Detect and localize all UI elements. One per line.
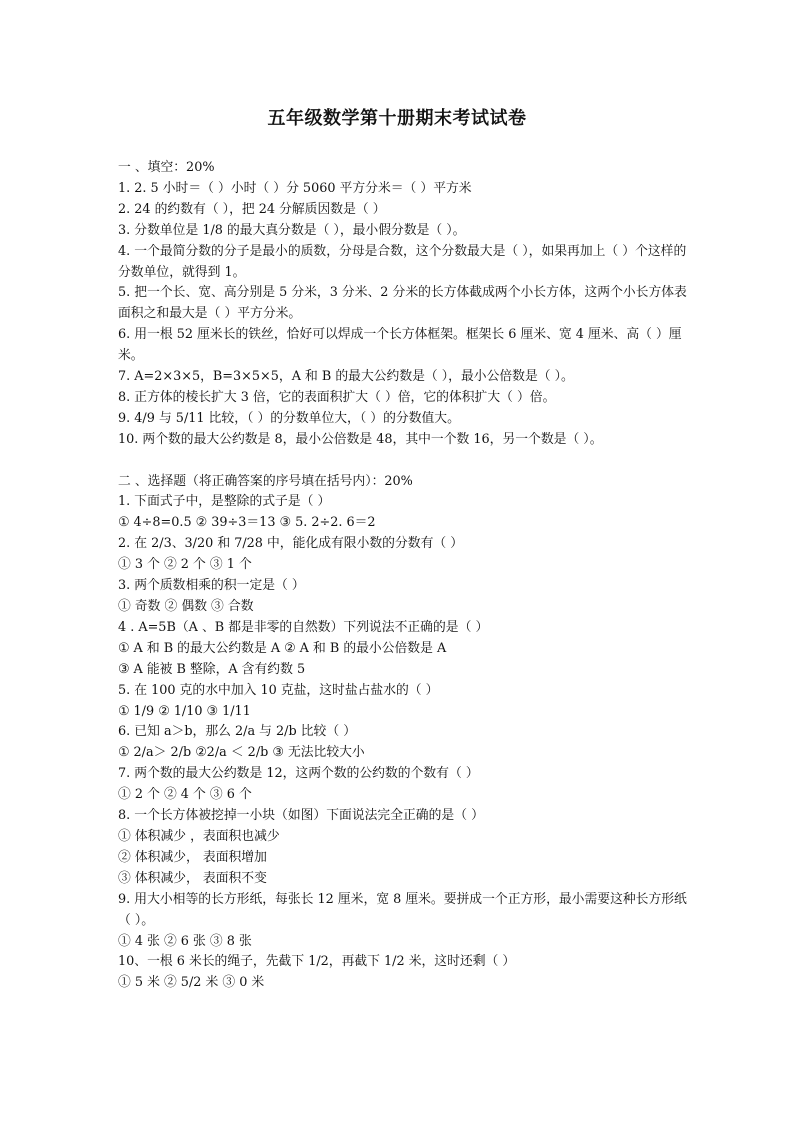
choice-question-6: 6. 已知 a＞b，那么 2/a 与 2/b 比较（ ） (118, 724, 356, 740)
choice-question-4: 4 . A=5B（A 、B 都是非零的自然数）下列说法不正确的是（ ） (118, 619, 489, 635)
fill-question-2: 2. 24 的约数有（ ），把 24 分解质因数是（ ） (118, 201, 386, 217)
fill-question-8: 8. 正方体的棱长扩大 3 倍，它的表面积扩大（ ）倍，它的体积扩大（ ）倍。 (118, 389, 556, 405)
choice-options-4a: ① A 和 B 的最大公约数是 A ② A 和 B 的最小公倍数是 A (118, 640, 447, 656)
fill-question-4: 4. 一个最简分数的分子是最小的质数，分母是合数，这个分数最大是（ ），如果再加上（ ）个这样的分数单位，就得到 1。 (118, 243, 687, 280)
page-title: 五年级数学第十册期末考试试卷 (267, 108, 527, 129)
choice-options-7: ① 2 个 ② 4 个 ③ 6 个 (118, 787, 252, 803)
choice-question-5: 5. 在 100 克的水中加入 10 克盐，这时盐占盐水的（ ） (118, 682, 439, 698)
choice-options-6: ① 2/a＞ 2/b ②2/a ＜ 2/b ③ 无法比较大小 (118, 745, 365, 761)
section-heading-fill-in: 一 、填空：20% (118, 160, 215, 175)
choice-options-8c: ③ 体积减少， 表面积不变 (118, 870, 267, 886)
choice-options-4b: ③ A 能被 B 整除，A 含有约数 5 (118, 661, 306, 677)
choice-question-2: 2. 在 2/3、3/20 和 7/28 中，能化成有限小数的分数有（ ） (118, 536, 464, 552)
fill-question-9: 9. 4/9 与 5/11 比较，（ ）的分数单位大，（ ）的分数值大。 (118, 410, 460, 426)
choice-question-1: 1. 下面式子中，是整除的式子是（ ） (118, 494, 331, 510)
choice-options-8a: ① 体积减少 ，表面积也减少 (118, 828, 280, 844)
choice-options-1: ① 4÷8=0.5 ② 39÷3＝13 ③ 5. 2÷2. 6＝2 (118, 515, 376, 531)
fill-question-3: 3. 分数单位是 1/8 的最大真分数是（ ），最小假分数是（ ）。 (118, 222, 466, 238)
choice-question-7: 7. 两个数的最大公约数是 12，这两个数的公约数的个数有（ ） (118, 766, 479, 782)
exam-content (118, 158, 688, 994)
choice-question-9: 9. 用大小相等的长方形纸，每张长 12 厘米，宽 8 厘米。要拼成一个正方形，最小需要这种长方形纸（ ）。 (118, 891, 687, 928)
section-spacer (118, 451, 688, 472)
choice-question-8: 8. 一个长方体被挖掉一小块（如图）下面说法完全正确的是（ ） (118, 808, 484, 824)
choice-question-3: 3. 两个质数相乘的积一定是（ ） (118, 578, 305, 594)
choice-options-3: ① 奇数 ② 偶数 ③ 合数 (118, 599, 254, 615)
choice-question-10: 10、一根 6 米长的绳子，先截下 1/2，再截下 1/2 米，这时还剩（ ） (118, 954, 516, 970)
choice-options-9: ① 4 张 ② 6 张 ③ 8 张 (118, 933, 252, 949)
fill-question-10: 10. 两个数的最大公约数是 8，最小公倍数是 48，其中一个数 16，另一个数是（ ）。 (118, 431, 603, 447)
choice-options-5: ① 1/9 ② 1/10 ③ 1/11 (118, 703, 251, 719)
fill-question-5: 5. 把一个长、宽、高分别是 5 分米，3 分米、2 分米的长方体截成两个小长方体，这两个小长方体表面积之和最大是（ ）平方分米。 (118, 285, 687, 322)
fill-question-1: 1. 2. 5 小时＝（ ）小时（ ）分 5060 平方分米＝（ ）平方米 (118, 180, 472, 196)
choice-options-10: ① 5 米 ② 5/2 米 ③ 0 米 (118, 975, 265, 991)
choice-options-2: ① 3 个 ② 2 个 ③ 1 个 (118, 557, 252, 573)
fill-question-6: 6. 用一根 52 厘米长的铁丝，恰好可以焊成一个长方体框架。框架长 6 厘米、宽 4 厘米、高（ ）厘米。 (118, 327, 682, 364)
fill-question-7: 7. A=2×3×5，B=3×5×5，A 和 B 的最大公约数是（ ），最小公倍数是（ ）。 (118, 369, 574, 385)
choice-options-8b: ② 体积减少， 表面积增加 (118, 849, 267, 865)
section-heading-choice: 二 、选择题（将正确答案的序号填在括号内）：20% (118, 473, 413, 489)
